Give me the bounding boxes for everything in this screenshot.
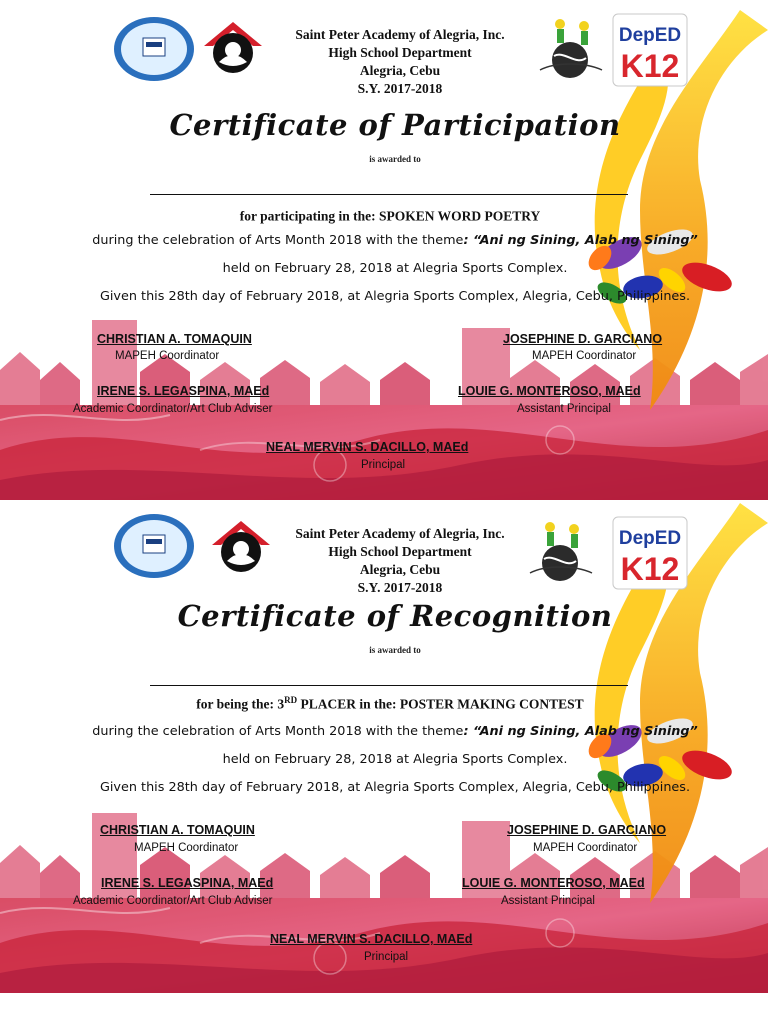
- signatory-role: MAPEH Coordinator: [532, 350, 637, 362]
- award-reason-prefix: for participating in the: SPOKEN WORD POETRY: [239, 208, 541, 224]
- celebration-text: during the celebration of Arts Month 2018 with the theme: [92, 724, 464, 739]
- event-date-line: held on February 28, 2018 at Alegria Sports Complex.: [222, 752, 568, 767]
- signatory-role: Principal: [364, 951, 409, 963]
- school-location: Alegria, Cebu: [359, 562, 441, 577]
- svg-text:DepED: DepED: [618, 25, 682, 46]
- school-seal-logo: [112, 513, 196, 579]
- school-name: Saint Peter Academy of Alegria, Inc.: [295, 526, 505, 541]
- signatory-name: CHRISTIAN A. TOMAQUIN: [97, 332, 252, 346]
- signatory-name: LOUIE G. MONTEROSO, MAEd: [458, 384, 641, 398]
- signatory-role: Assistant Principal: [517, 403, 611, 415]
- svg-text:K12: K12: [620, 48, 680, 84]
- recipient-name-line: [150, 685, 628, 686]
- department-name: High School Department: [328, 45, 472, 60]
- signatory-role: Academic Coordinator/Art Club Adviser: [73, 403, 273, 415]
- signatory-name: JOSEPHINE D. GARCIANO: [507, 823, 667, 837]
- certificate-recognition: [0, 503, 768, 993]
- award-reason-sup: RD: [284, 695, 298, 705]
- signatory-name: NEAL MERVIN S. DACILLO, MAEd: [266, 440, 469, 454]
- award-reason-suffix: PLACER in the: POSTER MAKING CONTEST: [297, 696, 584, 712]
- signatory-role: Principal: [361, 459, 406, 471]
- signatory-role: MAPEH Coordinator: [533, 842, 638, 854]
- signatory-name: LOUIE G. MONTEROSO, MAEd: [462, 876, 645, 890]
- deped-k12-logo: [612, 516, 688, 590]
- award-reason-line: [110, 695, 670, 713]
- school-year: S.Y. 2017-2018: [357, 580, 443, 595]
- signatory-name: JOSEPHINE D. GARCIANO: [503, 332, 663, 346]
- award-reason-prefix: for being the: 3: [196, 696, 285, 712]
- department-name: High School Department: [328, 544, 472, 559]
- signatory-role: Academic Coordinator/Art Club Adviser: [73, 895, 273, 907]
- signatory-name: IRENE S. LEGASPINA, MAEd: [101, 876, 274, 890]
- svg-text:DepED: DepED: [618, 528, 682, 549]
- award-reason-line: [110, 207, 670, 225]
- signatory-role: Assistant Principal: [501, 895, 595, 907]
- signatory-name: CHRISTIAN A. TOMAQUIN: [100, 823, 255, 837]
- awarded-to-text: is awarded to: [369, 645, 421, 655]
- deped-k12-logo: [612, 13, 688, 87]
- recipient-name-line: [150, 194, 628, 195]
- awarded-to-text: is awarded to: [369, 154, 421, 164]
- certificate-title: Certificate of Participation: [169, 108, 621, 142]
- school-seal-logo: [112, 16, 196, 82]
- certificate-title: Certificate of Recognition: [177, 599, 613, 633]
- theme-text: : “Ani ng Sining, Alab ng Sining”: [463, 724, 698, 739]
- certificate-participation: [0, 10, 768, 500]
- celebration-line: [50, 724, 740, 739]
- signatory-name: IRENE S. LEGASPINA, MAEd: [97, 384, 270, 398]
- school-year: S.Y. 2017-2018: [357, 81, 443, 96]
- signatory-role: MAPEH Coordinator: [134, 842, 239, 854]
- given-date-line: Given this 28th day of February 2018, at Alegria Sports Complex, Alegria, Cebu, Philippines.: [99, 780, 691, 795]
- event-date-line: held on February 28, 2018 at Alegria Sports Complex.: [222, 261, 568, 276]
- signatory-name: NEAL MERVIN S. DACILLO, MAEd: [270, 932, 473, 946]
- theme-text: : “Ani ng Sining, Alab ng Sining”: [463, 233, 698, 248]
- celebration-text: during the celebration of Arts Month 2018 with the theme: [92, 233, 464, 248]
- signatory-role: MAPEH Coordinator: [115, 350, 220, 362]
- school-location: Alegria, Cebu: [359, 63, 441, 78]
- celebration-line: [50, 233, 740, 248]
- school-name: Saint Peter Academy of Alegria, Inc.: [295, 27, 505, 42]
- given-date-line: Given this 28th day of February 2018, at Alegria Sports Complex, Alegria, Cebu, Philippines.: [99, 289, 691, 304]
- svg-text:K12: K12: [620, 551, 680, 587]
